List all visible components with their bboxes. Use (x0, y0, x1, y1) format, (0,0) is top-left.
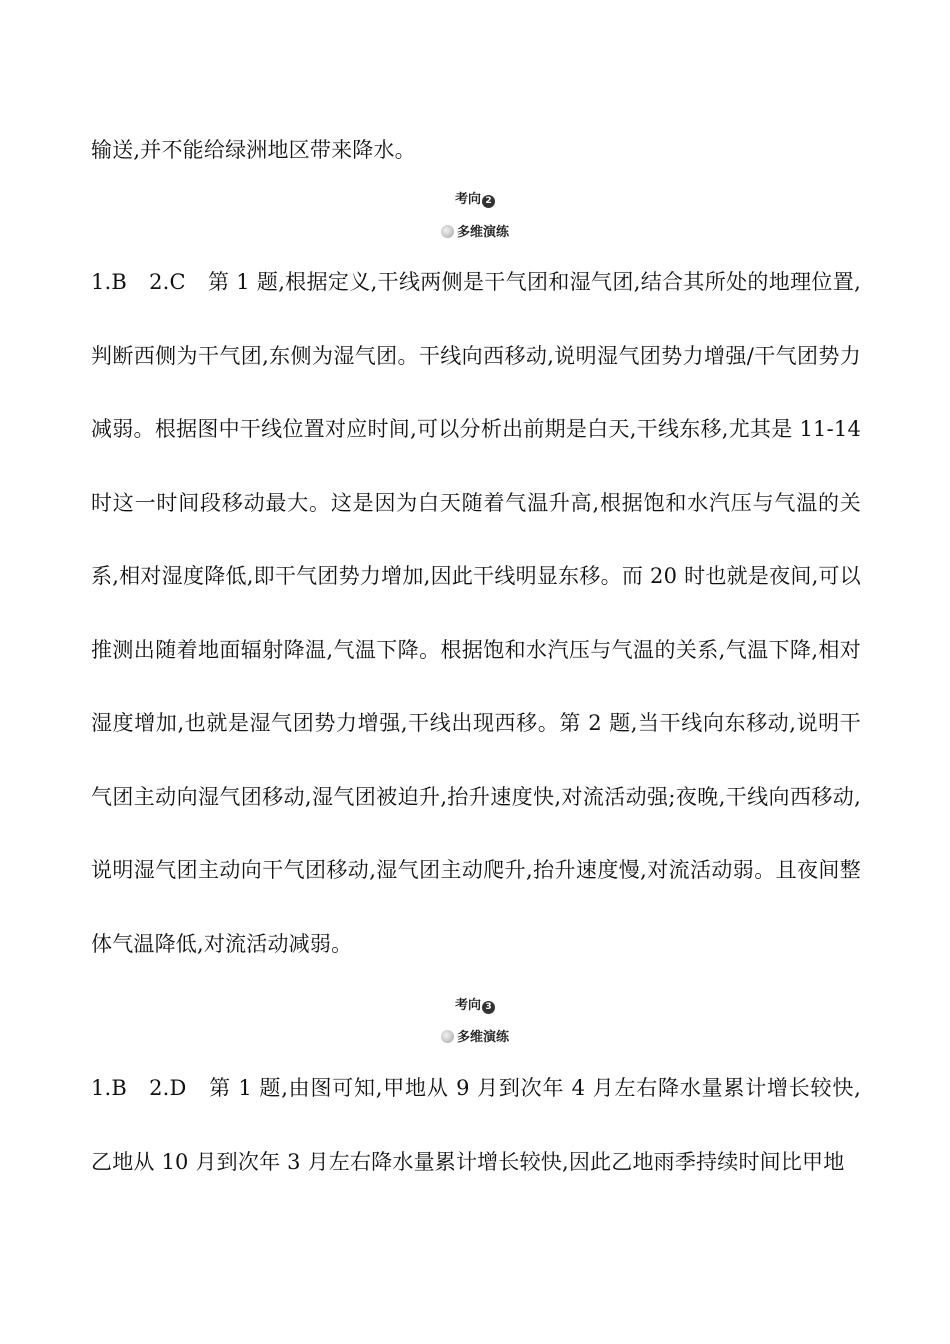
section-2-explanation: 第 1 题,根据定义,干线两侧是干气团和湿气团,结合其所处的地理位置,判断西侧为干气团,东侧为湿气团。干线向西移动,说明湿气团势力增强/干气团势力减弱。根据图中干线位置对应时间,可以分析出前期是白天,干线东移,尤其是 11-14 时这一时间段移动最大。这是因为白天随着气温升高,根据饱和水汽压与气温的关系,相对湿度降低,即干气团势力增加,因此干线明显东移。而 20 时也就是夜间,可以推测出随着地面辐射降温,气温下降。根据饱和水汽压与气温的关系,气温下降,相对湿度增加,也就是湿气团势力增强,干线出现西移。第 2 题,当干线向东移动,说明干气团主动向湿气团移动,湿气团被迫升,抬升速度快,对流活动强;夜晚,干线向西移动,说明湿气团主动向干气团移动,湿气团主动爬升,抬升速度慢,对流活动弱。且夜间整体气温降低,对流活动减弱。 (91, 270, 861, 956)
section-2-heading-text: 考向 (454, 192, 481, 207)
section-3-answer-2: 2.D (149, 1076, 187, 1100)
section-3-number-badge: 3 (482, 1001, 495, 1014)
section-2-number-badge: 2 (482, 195, 495, 208)
section-2-subheading (0, 224, 950, 242)
intro-paragraph: 输送,并不能给绿洲地区带来降水。 (91, 138, 416, 162)
section-3-paragraph (91, 1052, 861, 1199)
section-3-subheading (0, 1029, 950, 1047)
section-2-subheading-text: 多维演练 (456, 225, 509, 240)
section-2-heading (0, 191, 950, 209)
section-3-heading (0, 997, 950, 1015)
section-2-bullet-icon (441, 225, 454, 238)
section-2-answer-2: 2.C (149, 270, 186, 294)
section-3-subheading-text: 多维演练 (456, 1030, 509, 1045)
section-3-answer-1: 1.B (91, 1076, 128, 1100)
section-3-explanation: 第 1 题,由图可知,甲地从 9 月到次年 4 月左右降水量累计增长较快,乙地从 10 月到次年 3 月左右降水量累计增长较快,因此乙地雨季持续时间比甲地 (91, 1076, 861, 1174)
section-3-bullet-icon (441, 1030, 454, 1043)
section-2-paragraph (91, 246, 861, 981)
section-3-heading-text: 考向 (454, 998, 481, 1013)
section-2-answer-1: 1.B (91, 270, 128, 294)
